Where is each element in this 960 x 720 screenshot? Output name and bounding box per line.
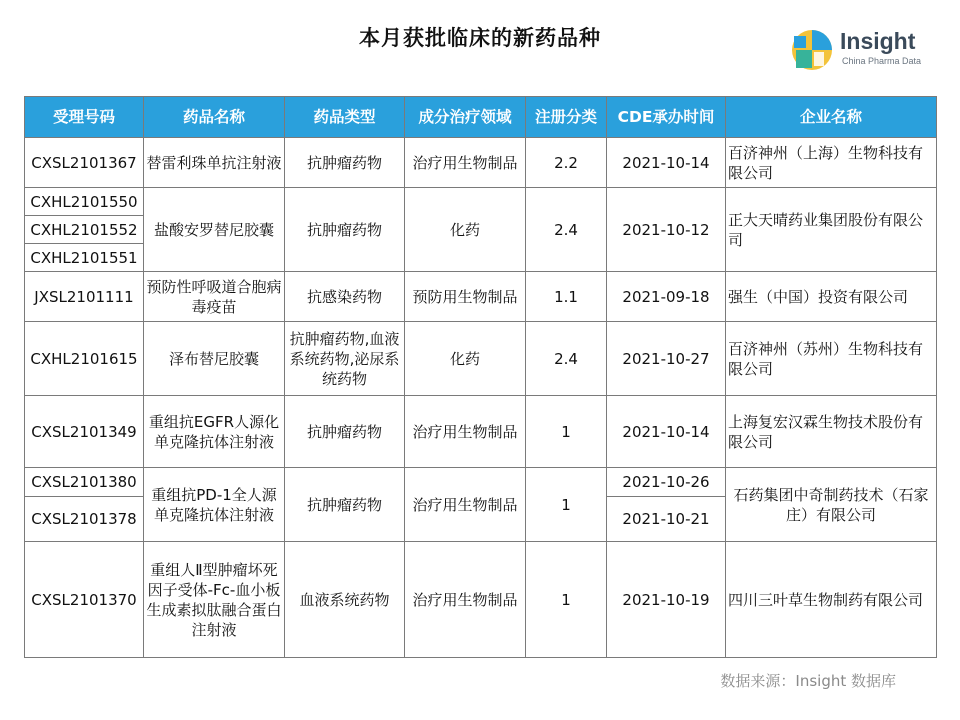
drug-name-cell: 重组人Ⅱ型肿瘤坏死因子受体-Fc-血小板生成素拟肽融合蛋白注射液 bbox=[144, 542, 285, 658]
table-row bbox=[25, 468, 937, 497]
area-cell: 化药 bbox=[405, 188, 526, 272]
drug-type-cell: 抗肿瘤药物 bbox=[285, 138, 405, 188]
code-cell: CXHL2101552 bbox=[25, 216, 144, 244]
company-cell: 百济神州（苏州）生物科技有限公司 bbox=[726, 322, 937, 396]
header-row bbox=[25, 97, 937, 138]
table-row bbox=[25, 322, 937, 396]
date-cell: 2021-10-26 bbox=[607, 468, 726, 497]
date-cell: 2021-10-27 bbox=[607, 322, 726, 396]
area-cell: 治疗用生物制品 bbox=[405, 468, 526, 542]
drug-type-cell: 血液系统药物 bbox=[285, 542, 405, 658]
class-cell: 1 bbox=[526, 396, 607, 468]
date-cell: 2021-10-21 bbox=[607, 497, 726, 542]
drug-type-cell: 抗肿瘤药物 bbox=[285, 396, 405, 468]
header-cell: 注册分类 bbox=[526, 97, 607, 138]
page-title: 本月获批临床的新药品种 bbox=[359, 26, 601, 50]
drug-table bbox=[24, 96, 937, 658]
table-row bbox=[25, 138, 937, 188]
header-cell: 药品名称 bbox=[144, 97, 285, 138]
logo-name: Insight bbox=[840, 28, 916, 54]
code-cell: JXSL2101111 bbox=[25, 272, 144, 322]
code-cell: CXSL2101367 bbox=[25, 138, 144, 188]
drug-name-cell: 替雷利珠单抗注射液 bbox=[144, 138, 285, 188]
company-cell: 石药集团中奇制药技术（石家庄）有限公司 bbox=[726, 468, 937, 542]
date-cell: 2021-10-14 bbox=[607, 396, 726, 468]
class-cell: 1.1 bbox=[526, 272, 607, 322]
table-row bbox=[25, 542, 937, 658]
class-cell: 1 bbox=[526, 542, 607, 658]
table-row bbox=[25, 272, 937, 322]
drug-name-cell: 盐酸安罗替尼胶囊 bbox=[144, 188, 285, 272]
company-cell: 百济神州（上海）生物科技有限公司 bbox=[726, 138, 937, 188]
company-cell: 强生（中国）投资有限公司 bbox=[726, 272, 937, 322]
company-cell: 上海复宏汉霖生物技术股份有限公司 bbox=[726, 396, 937, 468]
code-cell: CXHL2101550 bbox=[25, 188, 144, 216]
drug-name-cell: 泽布替尼胶囊 bbox=[144, 322, 285, 396]
drug-type-cell: 抗感染药物 bbox=[285, 272, 405, 322]
header-cell: 成分治疗领域 bbox=[405, 97, 526, 138]
table-row bbox=[25, 188, 937, 216]
date-cell: 2021-10-12 bbox=[607, 188, 726, 272]
class-cell: 1 bbox=[526, 468, 607, 542]
area-cell: 化药 bbox=[405, 322, 526, 396]
drug-name-cell: 重组抗EGFR人源化单克隆抗体注射液 bbox=[144, 396, 285, 468]
date-cell: 2021-10-19 bbox=[607, 542, 726, 658]
code-cell: CXSL2101370 bbox=[25, 542, 144, 658]
table-row bbox=[25, 396, 937, 468]
class-cell: 2.4 bbox=[526, 322, 607, 396]
area-cell: 治疗用生物制品 bbox=[405, 396, 526, 468]
date-cell: 2021-10-14 bbox=[607, 138, 726, 188]
header-cell: 企业名称 bbox=[726, 97, 937, 138]
drug-type-cell: 抗肿瘤药物 bbox=[285, 188, 405, 272]
company-cell: 正大天晴药业集团股份有限公司 bbox=[726, 188, 937, 272]
code-cell: CXHL2101551 bbox=[25, 244, 144, 272]
header-cell: 药品类型 bbox=[285, 97, 405, 138]
area-cell: 治疗用生物制品 bbox=[405, 542, 526, 658]
header-cell: 受理号码 bbox=[25, 97, 144, 138]
header-cell: CDE承办时间 bbox=[607, 97, 726, 138]
class-cell: 2.4 bbox=[526, 188, 607, 272]
insight-logo bbox=[786, 22, 936, 74]
insight-logo-icon bbox=[786, 26, 834, 74]
code-cell: CXSL2101349 bbox=[25, 396, 144, 468]
area-cell: 预防用生物制品 bbox=[405, 272, 526, 322]
code-cell: CXHL2101615 bbox=[25, 322, 144, 396]
data-source-note: 数据来源：Insight 数据库 bbox=[720, 672, 896, 690]
area-cell: 治疗用生物制品 bbox=[405, 138, 526, 188]
date-cell: 2021-09-18 bbox=[607, 272, 726, 322]
drug-type-cell: 抗肿瘤药物,血液系统药物,泌尿系统药物 bbox=[285, 322, 405, 396]
company-cell: 四川三叶草生物制药有限公司 bbox=[726, 542, 937, 658]
logo-subtitle: China Pharma Data bbox=[842, 56, 922, 66]
drug-name-cell: 预防性呼吸道合胞病毒疫苗 bbox=[144, 272, 285, 322]
code-cell: CXSL2101380 bbox=[25, 468, 144, 497]
drug-name-cell: 重组抗PD-1全人源单克隆抗体注射液 bbox=[144, 468, 285, 542]
code-cell: CXSL2101378 bbox=[25, 497, 144, 542]
class-cell: 2.2 bbox=[526, 138, 607, 188]
drug-type-cell: 抗肿瘤药物 bbox=[285, 468, 405, 542]
